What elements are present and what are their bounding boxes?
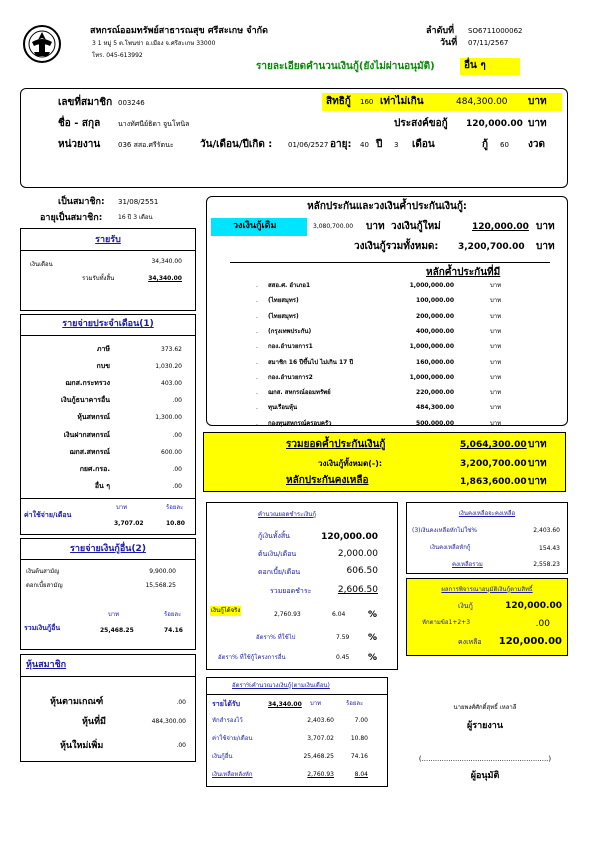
expense-item-label: ภาษี xyxy=(96,345,110,353)
calc-rate2-sign: % xyxy=(368,653,378,663)
collateral-bullet: . xyxy=(256,419,258,427)
expense-item-label: กยศ.กรอ. xyxy=(79,465,110,473)
expense-item-label: เงินกู้ธนาคารอื่น xyxy=(60,396,110,404)
ratio-row-baht: 25,468.25 xyxy=(303,753,334,760)
collateral-item-value: 200,000.00 xyxy=(416,312,454,320)
ratio-row-pct: 7.00 xyxy=(354,717,368,724)
ratio-row-baht: 2,403.60 xyxy=(307,717,334,724)
coll-remain-label: หลักประกันคงเหลือ xyxy=(286,475,369,486)
term-value: 60 xyxy=(500,141,509,149)
ratio-title: อัตรา%คำนวณวงเงินกู้(ตามเงินเดือน) xyxy=(232,682,330,689)
date-label: วันที่ xyxy=(440,38,458,48)
calc-pay-label: รวมยอดชำระ xyxy=(270,587,312,595)
collateral-item-unit: บาท xyxy=(490,343,502,351)
calc-net-pct-sign: % xyxy=(368,610,378,620)
loanpay-title: รายจ่ายเงินกู้อื่น(2) xyxy=(70,544,146,554)
collateral-item-label: (กรุงเทพประกัน) xyxy=(268,327,312,335)
expense-item-value: .00 xyxy=(172,483,182,490)
collateral-item-label: (ไทยสมุทร) xyxy=(268,297,299,305)
total-loan-value: 3,200,700.00 xyxy=(458,242,525,252)
expense-title: รายจ่ายประจำเดือน(1) xyxy=(62,319,154,329)
collateral-bullet: . xyxy=(256,358,258,366)
name-label: ชื่อ - สกุล xyxy=(58,118,101,129)
collateral-item-unit: บาท xyxy=(490,312,502,320)
expense-summary-label: ค่าใช้จ่าย/เดือน xyxy=(24,511,72,519)
name-value: นางทัศนีย์ธิดา จูนโทนิล xyxy=(118,120,190,128)
remain-r1-value: 2,403.60 xyxy=(533,527,560,534)
collateral-item-label: ฌกส. สหกรณ์ออมทรัพย์ xyxy=(268,389,331,397)
coll-used-label: วงเงินกู้ทั้งหมด(-): xyxy=(318,459,383,468)
approve-title: ผลการพิจารณาอนุมัติเงินกู้ตามสิทธิ์ xyxy=(441,586,533,593)
new-loan-unit: บาท xyxy=(536,221,555,232)
term-label: กู้ xyxy=(482,139,489,150)
expense-item-label: กบข xyxy=(96,362,110,370)
collateral-item-value: 500,000.00 xyxy=(416,419,454,427)
collateral-item-unit: บาท xyxy=(490,373,502,381)
expense-divider xyxy=(20,335,196,336)
calc-gross-value: 120,000.00 xyxy=(321,532,378,542)
collateral-bullet: . xyxy=(256,343,258,351)
age-years: 40 xyxy=(360,141,369,149)
loanpay-divider xyxy=(20,559,196,560)
reporter-role: ผู้รายงาน xyxy=(466,721,504,731)
coll-total-label: รวมยอดค้ำประกันเงินกู้ xyxy=(286,439,386,450)
expense-pct-label: ร้อยละ xyxy=(166,504,184,511)
collateral-item-value: 1,000,000.00 xyxy=(409,373,454,381)
years-word: ปี xyxy=(376,139,383,150)
remain-r1-label: (3)เงินคงเหลือหักไม่ใช่% xyxy=(412,527,478,534)
calc-title: คำนวณยอดชำระเงินกู้ xyxy=(258,511,317,518)
member-no-value: 003246 xyxy=(118,99,145,107)
ratio-row-pct: 10.80 xyxy=(350,735,368,742)
req-unit: บาท xyxy=(528,118,547,129)
shares-add-label: หุ้นใหม่เพิ่ม xyxy=(60,741,104,751)
calc-net-pct: 6.04 xyxy=(332,611,346,618)
req-amount: 120,000.00 xyxy=(466,119,523,129)
calc-rate-sign: % xyxy=(368,633,378,643)
calc-principal-value: 2,000.00 xyxy=(337,549,378,559)
collateral-item-unit: บาท xyxy=(490,404,502,412)
ratio-row-label: เงินกู้อื่น xyxy=(212,753,233,760)
calc-rate2-value: 0.45 xyxy=(336,654,350,661)
expense-item-value: .00 xyxy=(172,466,182,473)
shares-add-value: .00 xyxy=(176,742,186,749)
loanpay-pct-label: ร้อยละ xyxy=(164,611,182,618)
unit-value: 036 สสอ.ศรีรัตนะ xyxy=(118,141,174,149)
expense-item-value: 600.00 xyxy=(161,449,182,456)
approve-deduct-value: .00 xyxy=(535,619,550,629)
remain-r3-label: คงเหลือรวม xyxy=(452,561,483,568)
collateral-item-label: (ไทยสมุทร) xyxy=(268,312,299,320)
expense-item-value: .00 xyxy=(172,397,182,404)
calc-rate2-label: อัตรา% ที่ใช้กู้โครงการอื่น xyxy=(218,654,286,661)
calc-rate-label: อัตรา% ที่ใช้ไป xyxy=(256,634,296,641)
page-title: รายละเอียดคำนวนเงินกู้(ยังไม่ผ่านอนุมัติ) xyxy=(256,61,435,72)
remain-r2-label: เงินคงเหลือหักกู้ xyxy=(430,544,471,551)
remain-r2-value: 154.43 xyxy=(539,545,560,552)
coll-used-value: 3,200,700.00 xyxy=(460,459,527,469)
expense-summary-pct: 10.80 xyxy=(166,520,185,527)
expense-summary-baht: 3,707.02 xyxy=(114,520,144,527)
collateral-bullet: . xyxy=(256,373,258,381)
old-loan-label: วงเงินกู้เดิม xyxy=(211,218,307,236)
org-phone: โทร. 045-613992 xyxy=(92,52,143,59)
salary-value: 34,340.00 xyxy=(151,258,182,265)
old-loan-unit: บาท xyxy=(366,221,385,232)
reporter-name: นายพงศ์ศักดิ์สุทธิ์ เหลาลี xyxy=(453,704,517,711)
ratio-row-pct: 8.04 xyxy=(354,771,368,778)
unit-label: หน่วยงาน xyxy=(58,139,101,150)
ratio-baht-label: บาท xyxy=(310,700,322,707)
ratio-row-label: หักสำรองไว้ xyxy=(212,717,243,724)
date-value: 07/11/2567 xyxy=(468,39,509,47)
right-amount: 484,300.00 xyxy=(456,97,508,107)
loanpay-total-pct: 74.16 xyxy=(164,627,183,634)
ratio-row-baht: 2,760.93 xyxy=(307,771,334,778)
right-label: สิทธิกู้ xyxy=(326,96,351,107)
calc-interest-value: 606.50 xyxy=(346,566,378,576)
org-address: 3 1 หมู่ 5 ต.โพนข่า อ.เมือง จ.ศรีสะเกษ 33000 xyxy=(92,40,216,47)
loanpay-total-baht: 25,468.25 xyxy=(100,627,134,634)
remain-title: เงินคงเหลือจะคงเหลือ xyxy=(458,510,516,517)
collateral-item-unit: บาท xyxy=(490,282,502,289)
collateral-divider xyxy=(230,262,550,263)
calc-pay-value: 2,606.50 xyxy=(337,585,378,595)
ratio-income-label: รายได้รับ xyxy=(212,700,241,708)
expense-item-label: ฌกส.สหกรณ์ xyxy=(69,448,110,456)
approver-role: ผู้อนุมัติ xyxy=(470,771,500,781)
months-word: เดือน xyxy=(412,139,435,150)
loanpay-interest-label: ดอกเบี้ยสามัญ xyxy=(26,582,63,589)
collateral-bullet: . xyxy=(256,312,258,320)
emblem-icon xyxy=(22,24,62,64)
collateral-item-value: 100,000.00 xyxy=(416,297,454,305)
approve-loan-value: 120,000.00 xyxy=(505,601,562,611)
shares-divider xyxy=(20,676,196,677)
since-label: เป็นสมาชิก: xyxy=(58,197,105,207)
approver-blank: (.........................................................) xyxy=(418,755,552,763)
collateral-item-value: 1,000,000.00 xyxy=(409,282,454,289)
shares-criteria-value: .00 xyxy=(176,699,186,706)
expense-item-value: 403.00 xyxy=(161,380,182,387)
collateral-bullet: . xyxy=(256,404,258,412)
expense-item-label: หุ้นสหกรณ์ xyxy=(77,413,110,421)
ratio-row-label: เงินเหลือหลังหัก xyxy=(212,771,253,778)
shares-title: หุ้นสมาชิก xyxy=(26,660,67,670)
coll-remain-value: 1,863,600.00 xyxy=(460,477,527,487)
collateral-item-value: 160,000.00 xyxy=(416,358,454,366)
seq-label: ลำดับที่ xyxy=(426,26,455,36)
collateral-item-value: 484,300.00 xyxy=(416,404,454,412)
age-months: 3 xyxy=(394,141,399,149)
income-divider xyxy=(20,250,196,251)
org-logo xyxy=(22,24,62,64)
ratio-row-baht: 3,707.02 xyxy=(307,735,334,742)
ratio-income-value: 34,340.00 xyxy=(268,701,302,708)
collateral-bullet: . xyxy=(256,297,258,305)
collateral-item-label: สมาชิก 16 ปีขึ้นไป ไม่เกิน 17 ปี xyxy=(268,358,354,366)
collateral-item-value: 1,000,000.00 xyxy=(409,343,454,351)
collateral-item-unit: บาท xyxy=(490,389,502,397)
collateral-subtitle: หลักค้ำประกันที่มี xyxy=(426,267,501,278)
term-unit: งวด xyxy=(528,139,545,150)
ratio-pct-label: ร้อยละ xyxy=(346,700,364,707)
approve-loan-label: เงินกู้ xyxy=(458,602,473,610)
member-age-label: อายุเป็นสมาชิก: xyxy=(40,213,103,223)
shares-have-value: 484,300.00 xyxy=(151,718,186,725)
member-age-value: 16 ปี 3 เดือน xyxy=(118,214,153,221)
old-loan-value: 3,080,700.00 xyxy=(313,223,354,230)
salary-label: เงินเดือน xyxy=(30,261,53,268)
new-loan-value: 120,000.00 xyxy=(472,222,529,232)
approve-deduct-label: หักตามข้อ1+2+3 xyxy=(422,619,471,626)
collateral-item-label: สสอ.ศ. อำเภอ1 xyxy=(268,282,311,289)
total-loan-label: วงเงินกู้รวมทั้งหมด: xyxy=(354,241,439,252)
collateral-item-value: 220,000.00 xyxy=(416,389,454,397)
collateral-item-unit: บาท xyxy=(490,358,502,366)
income-title: รายรับ xyxy=(95,235,121,245)
collateral-bullet: . xyxy=(256,389,258,397)
expense-item-label: เงินฝากสหกรณ์ xyxy=(63,431,110,439)
collateral-item-label: กอง.อำนวยการ1 xyxy=(268,343,313,351)
age-label: อายุ: xyxy=(330,139,352,150)
member-no-label: เลขที่สมาชิก xyxy=(58,97,113,108)
ratio-row-label: ค่าใช้จ่าย/เดือน xyxy=(212,735,253,742)
expense-item-value: 373.62 xyxy=(161,346,182,353)
expense-item-label: ฌกส.กระทรวง xyxy=(65,379,110,387)
expense-item-label: อื่น ๆ xyxy=(94,482,110,490)
expense-baht-label: บาท xyxy=(116,504,128,511)
calc-interest-label: ดอกเบี้ย/เดือน xyxy=(258,568,301,576)
collateral-item-label: ทุนเรือนหุ้น xyxy=(268,404,298,412)
total-loan-unit: บาท xyxy=(536,241,555,252)
coll-total-value: 5,064,300.00 xyxy=(460,440,527,450)
shares-have-label: หุ้นที่มี xyxy=(82,717,106,727)
coll-remain-unit: บาท xyxy=(528,476,547,487)
seq-value: SO6711000062 xyxy=(468,27,523,35)
calc-net-label: เงินกู้ได้จริง xyxy=(211,607,241,614)
remain-r3-value: 2,558.23 xyxy=(533,561,560,568)
collateral-item-value: 400,000.00 xyxy=(416,327,454,335)
approve-net-label: คงเหลือ xyxy=(458,638,482,646)
right-max: เท่าไม่เกิน xyxy=(380,96,424,107)
collateral-item-unit: บาท xyxy=(490,419,502,427)
expense-item-value: .00 xyxy=(172,432,182,439)
calc-gross-label: กู้เงินทั้งสิ้น xyxy=(258,532,290,540)
loanpay-principal-value: 9,900.00 xyxy=(149,568,176,575)
ratio-divider xyxy=(206,694,388,695)
birth-value: 01/06/2527 xyxy=(288,141,329,149)
income-total-label: รวมรับทั้งสิ้น xyxy=(82,275,115,282)
expense-item-value: 1,030.20 xyxy=(155,363,182,370)
coll-used-unit: บาท xyxy=(528,458,547,469)
birth-label: วัน/เดือน/ปีเกิด : xyxy=(200,139,273,150)
income-total-value: 34,340.00 xyxy=(148,275,182,282)
org-name: สหกรณ์ออมทรัพย์สาธารณสุข ศรีสะเกษ จำกัด xyxy=(90,26,268,36)
collateral-item-label: กอง.อำนวยการ2 xyxy=(268,373,313,381)
since-value: 31/08/2551 xyxy=(118,198,159,206)
collateral-item-unit: บาท xyxy=(490,327,502,335)
collateral-title: หลักประกันและวงเงินค้ำประกันเงินกู้: xyxy=(307,201,467,212)
collateral-item-unit: บาท xyxy=(490,297,502,305)
shares-criteria-label: หุ้นตามเกณฑ์ xyxy=(50,697,104,707)
calc-rate-value: 7.59 xyxy=(336,634,350,641)
req-label: ประสงค์ขอกู้ xyxy=(394,118,448,129)
expense-item-value: 1,300.00 xyxy=(155,414,182,421)
coll-total-unit: บาท xyxy=(528,439,547,450)
loanpay-interest-value: 15,568.25 xyxy=(145,582,176,589)
loan-type-badge: อื่น ๆ xyxy=(460,58,520,75)
collateral-bullet: . xyxy=(256,327,258,335)
right-highlight xyxy=(322,93,562,111)
collateral-item-label: กองทุนสหกรณ์ครอบครัว xyxy=(268,419,332,427)
loanpay-baht-label: บาท xyxy=(108,611,120,618)
loanpay-principal-label: เงินต้นสามัญ xyxy=(26,568,60,575)
approve-net-value: 120,000.00 xyxy=(498,636,562,647)
collateral-bullet: . xyxy=(256,282,258,289)
new-loan-label: วงเงินกู้ใหม่ xyxy=(391,221,441,232)
loanpay-total-label: รวมเงินกู้อื่น xyxy=(24,624,61,632)
calc-principal-label: ต้นเงิน/เดือน xyxy=(258,550,297,558)
ratio-row-pct: 74.16 xyxy=(350,753,368,760)
right-num: 160 xyxy=(360,98,374,106)
right-unit: บาท xyxy=(528,96,547,107)
calc-net-value: 2,760.93 xyxy=(274,611,301,618)
